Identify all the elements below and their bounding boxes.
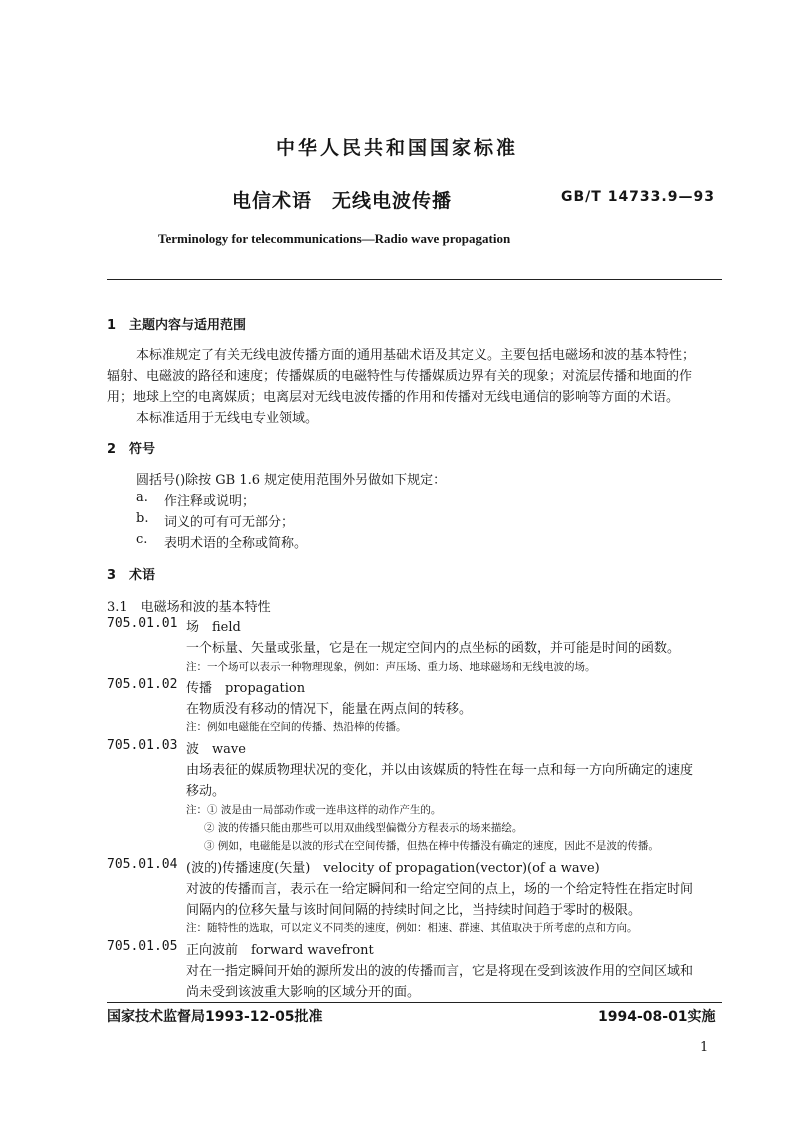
- term-name: (波的)传播速度(矢量) velocity of propagation(vector)(of a wave): [186, 861, 600, 876]
- list-item-text: 作注释或说明；: [164, 494, 256, 509]
- term-definition: 在物质没有移动的情况下，能量在两点间的转移。: [186, 702, 473, 717]
- term-definition: 一个标量、矢量或张量，它是在一规定空间内的点坐标的函数，并可能是时间的函数。: [186, 641, 681, 656]
- term-note: 注：一个场可以表示一种物理现象，例如：声压场、重力场、地球磁场和无线电波的场。: [186, 661, 596, 673]
- english-title: Terminology for telecommunications—Radio wave propagation: [158, 231, 511, 246]
- list-item-text: 表明术语的全称或简称。: [164, 536, 308, 551]
- document-title: 电信术语 无线电波传播: [232, 190, 453, 212]
- section-1-para-line: 本标准规定了有关无线电波传播方面的通用基础术语及其定义。主要包括电磁场和波的基本特性；: [136, 348, 696, 363]
- term-definition: 对波的传播而言，表示在一给定瞬间和一给定空间的点上，场的一个给定特性在指定时间: [186, 882, 694, 897]
- list-item-mark: a.: [136, 490, 148, 505]
- list-item-text: 词义的可有可无部分；: [164, 515, 295, 530]
- term-code: 705.01.02: [107, 677, 178, 692]
- term-name: 场 field: [186, 620, 241, 635]
- list-item-mark: c.: [136, 532, 148, 547]
- section-1-scope: 本标准适用于无线电专业领域。: [136, 411, 319, 426]
- term-note: ③ 例如，电磁能是以波的形式在空间传播，但热在棒中传播没有确定的速度，因此不是波的传播。: [204, 840, 659, 852]
- term-definition: 由场表征的媒质物理状况的变化，并以由该媒质的特性在每一点和每一方向所确定的速度: [186, 763, 694, 778]
- term-code: 705.01.03: [107, 738, 178, 753]
- term-definition: 间隔内的位移矢量与该时间间隔的持续时间之比，当持续时间趋于零时的极限。: [186, 903, 642, 918]
- term-name: 传播 propagation: [186, 681, 306, 696]
- term-definition: 尚未受到该波重大影响的区域分开的面。: [186, 985, 421, 1000]
- section-1-heading: 1 主题内容与适用范围: [107, 318, 247, 333]
- term-note: 注：① 波是由一局部动作或一连串这样的动作产生的。: [186, 804, 442, 816]
- term-name: 正向波前 forward wavefront: [186, 943, 374, 958]
- term-note: 注：随特性的选取，可以定义不同类的速度，例如：相速、群速、其值取决于所考虑的点和方向。: [186, 922, 638, 934]
- page-number: 1: [700, 1040, 709, 1055]
- term-note: 注：例如电磁能在空间的传播、热沿棒的传播。: [186, 721, 407, 733]
- term-code: 705.01.04: [107, 857, 178, 872]
- section-3-heading: 3 术语: [107, 568, 156, 583]
- term-code: 705.01.01: [107, 616, 178, 631]
- list-item-mark: b.: [136, 511, 149, 526]
- footer-divider: [107, 1002, 722, 1003]
- section-2-intro: 圆括号()除按 GB 1.6 规定使用范围外另做如下规定：: [136, 473, 447, 488]
- subsection-3-1-heading: 3.1 电磁场和波的基本特性: [107, 600, 271, 615]
- section-1-para-line: 用；地球上空的电离媒质；电离层对无线电波传播的作用和传播对无线电通信的影响等方面的术语。: [107, 390, 680, 405]
- approval-date: 国家技术监督局1993-12-05批准: [107, 1009, 323, 1025]
- effective-date: 1994-08-01实施: [598, 1009, 716, 1025]
- term-definition: 对在一指定瞬间开始的源所发出的波的传播而言，它是将现在受到该波作用的空间区域和: [186, 964, 694, 979]
- term-name: 波 wave: [186, 742, 246, 757]
- section-1-para-line: 辐射、电磁波的路径和速度；传播媒质的电磁特性与传播媒质边界有关的现象；对流层传播和地面的作: [107, 369, 693, 384]
- term-note: ② 波的传播只能由那些可以用双曲线型偏微分方程表示的场来描绘。: [204, 822, 523, 834]
- standard-code: GB/T 14733.9—93: [561, 189, 715, 205]
- section-2-heading: 2 符号: [107, 442, 156, 457]
- header-divider: [107, 279, 722, 280]
- national-standard-header: 中华人民共和国国家标准: [275, 137, 518, 159]
- term-code: 705.01.05: [107, 939, 178, 954]
- term-definition: 移动。: [186, 784, 226, 799]
